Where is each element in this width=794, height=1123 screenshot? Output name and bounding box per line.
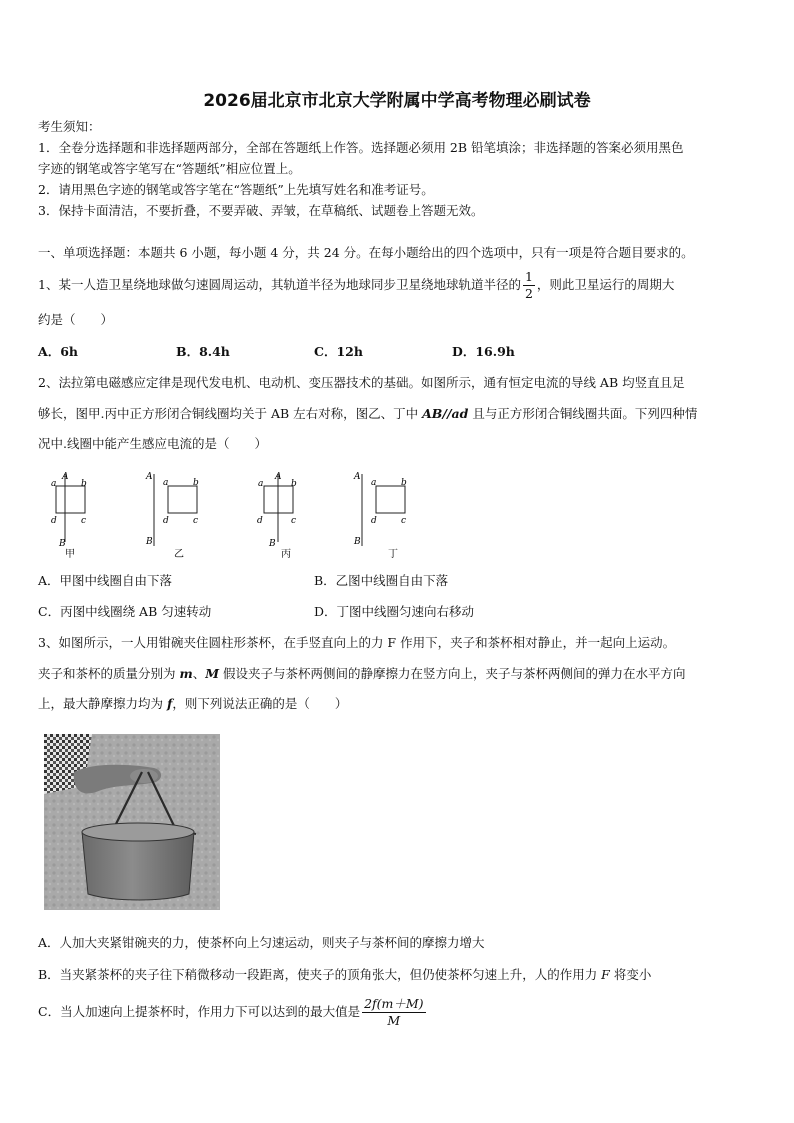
q3-mass-m: m <box>179 666 193 681</box>
caption-bing: 丙 <box>281 549 291 560</box>
q3-line3-a: 上，最大静摩擦力均为 <box>38 696 167 711</box>
notice-item-3: 3．保持卡面清洁，不要折叠，不要弄破、弄皱，在草稿纸、试题卷上答题无效。 <box>38 203 484 218</box>
label-B: B <box>146 537 153 547</box>
figure-ding <box>353 472 407 560</box>
label-a: a <box>51 479 57 489</box>
page-title: 2026届北京市北京大学附属中学高考物理必刷试卷 <box>203 91 591 111</box>
q3-stem-line-1: 3、如图所示，一人用钳碗夹住圆柱形茶杯，在手竖直向上的力 F 作用下，夹子和茶杯相对静止，并一起向上运动。 <box>38 635 676 650</box>
q3-optC-a: C．当人加速向上提茶杯时，作用力下可以达到的最大值是 <box>38 1004 361 1019</box>
q3-stem-line-3 <box>38 695 758 713</box>
q1-option-d[interactable]: D．16.9h <box>452 344 515 359</box>
label-A: A <box>275 472 282 482</box>
q1-stem <box>38 268 758 302</box>
q1-stem-line-2: 约是（ ） <box>38 312 114 327</box>
label-d: d <box>163 516 169 526</box>
q1-text-before: 1、某一人造卫星绕地球做匀速圆周运动，其轨道半径为地球同步卫星绕地球轨道半径的 <box>38 277 521 292</box>
q1-frac-den: 2 <box>524 286 533 301</box>
label-A: A <box>354 472 361 482</box>
figure-jia <box>51 472 87 560</box>
caption-jia: 甲 <box>65 549 75 560</box>
q3-force-F: F <box>601 967 610 982</box>
q3-photo-cup-clamp <box>44 734 220 910</box>
q2-option-a[interactable]: A．甲图中线圈自由下落 <box>38 573 173 588</box>
label-B: B <box>59 539 66 549</box>
q2-option-c[interactable]: C．丙图中线圈绕 AB 匀速转动 <box>38 604 212 619</box>
q3-option-c[interactable] <box>38 994 758 1030</box>
q3-line2-b: 假设夹子与茶杯两侧间的静摩擦力在竖方向上，夹子与茶杯两侧间的弹力在水平方向 <box>219 666 686 681</box>
cup-body <box>82 832 194 900</box>
q3-optC-den: M <box>387 1013 401 1028</box>
section-heading: 一、单项选择题：本题共 6 小题，每小题 4 分，共 24 分。在每小题给出的四个选项中，只有一项是符合题目要求的。 <box>38 245 694 260</box>
label-c: c <box>291 516 297 526</box>
q2-figure <box>38 466 438 564</box>
label-b: b <box>193 478 199 488</box>
label-a: a <box>371 478 377 488</box>
q3-optC-num: 2f(m＋M) <box>364 996 424 1011</box>
label-c: c <box>193 516 199 526</box>
q3-stem-line-2 <box>38 665 758 683</box>
q3-optB-b: 将变小 <box>609 967 652 982</box>
label-b: b <box>291 479 297 489</box>
coil-square <box>168 486 197 513</box>
q2-option-d[interactable]: D．丁图中线圈匀速向右移动 <box>314 604 475 619</box>
q3-optC-fraction <box>362 996 426 1029</box>
notice-item-1-line-2: 字迹的钢笔或答字笔写在“答题纸”相应位置上。 <box>38 161 301 176</box>
q1-fraction <box>523 269 535 302</box>
label-b: b <box>401 478 407 488</box>
label-c: c <box>81 516 87 526</box>
coil-square <box>376 486 405 513</box>
label-d: d <box>257 516 263 526</box>
notice-item-2: 2．请用黑色字迹的钢笔或答字笔在“答题纸”上先填写姓名和准考证号。 <box>38 182 434 197</box>
q1-text-after: ，则此卫星运行的周期大 <box>536 277 675 292</box>
caption-yi: 乙 <box>174 549 184 560</box>
label-B: B <box>354 537 361 547</box>
label-d: d <box>51 516 57 526</box>
fingers <box>130 769 158 783</box>
figure-yi <box>145 472 199 560</box>
q1-frac-num: 1 <box>524 269 533 284</box>
q2-stem-line-3: 况中.线圈中能产生感应电流的是（ ） <box>38 436 267 451</box>
q3-optB-a: B．当夹紧茶杯的夹子往下稍微移动一段距离，使夹子的顶角张大，但仍使茶杯匀速上升，人的作用力 <box>38 967 602 982</box>
q3-option-a[interactable]: A．人加大夹紧钳碗夹的力，使茶杯向上匀速运动，则夹子与茶杯间的摩擦力增大 <box>38 935 485 950</box>
q1-option-b[interactable]: B．8.4h <box>176 344 230 359</box>
label-A: A <box>62 472 69 482</box>
q2-line2-a: 够长，图甲.丙中正方形闭合铜线圈均关于 AB 左右对称，图乙、丁中 <box>38 406 423 421</box>
label-c: c <box>401 516 407 526</box>
q3-friction-f: f <box>166 696 173 711</box>
q3-line2-sep: 、 <box>192 666 206 681</box>
q3-line3-b: ，则下列说法正确的是（ ） <box>172 696 348 711</box>
q2-line2-b: 且与正方形闭合铜线圈共面。下列四种情 <box>468 406 698 421</box>
q2-line2-parallel: AB//ad <box>422 406 469 421</box>
figure-bing <box>257 472 297 560</box>
label-d: d <box>371 516 377 526</box>
notice-heading: 考生须知： <box>38 119 101 134</box>
q2-stem-line-2 <box>38 405 758 423</box>
coil-square <box>56 486 85 513</box>
label-a: a <box>258 479 264 489</box>
q3-option-b[interactable] <box>38 966 758 984</box>
cup-rim <box>82 823 194 841</box>
q2-stem-line-1: 2、法拉第电磁感应定律是现代发电机、电动机、变压器技术的基础。如图所示，通有恒定电流的导线 AB 均竖直且足 <box>38 375 685 390</box>
label-a: a <box>163 478 169 488</box>
label-B: B <box>269 539 276 549</box>
caption-ding: 丁 <box>388 549 398 560</box>
label-A: A <box>146 472 153 482</box>
q3-line2-a: 夹子和茶杯的质量分别为 <box>38 666 180 681</box>
q3-mass-M: M <box>205 666 220 681</box>
label-b: b <box>81 479 87 489</box>
q2-option-b[interactable]: B．乙图中线圈自由下落 <box>314 573 449 588</box>
q1-option-a[interactable]: A．6h <box>38 344 78 359</box>
notice-item-1-line-1: 1．全卷分选择题和非选择题两部分，全部在答题纸上作答。选择题必须用 2B 铅笔填涂；非选择题的答案必须用黑色 <box>38 140 684 155</box>
q1-option-c[interactable]: C．12h <box>314 344 363 359</box>
